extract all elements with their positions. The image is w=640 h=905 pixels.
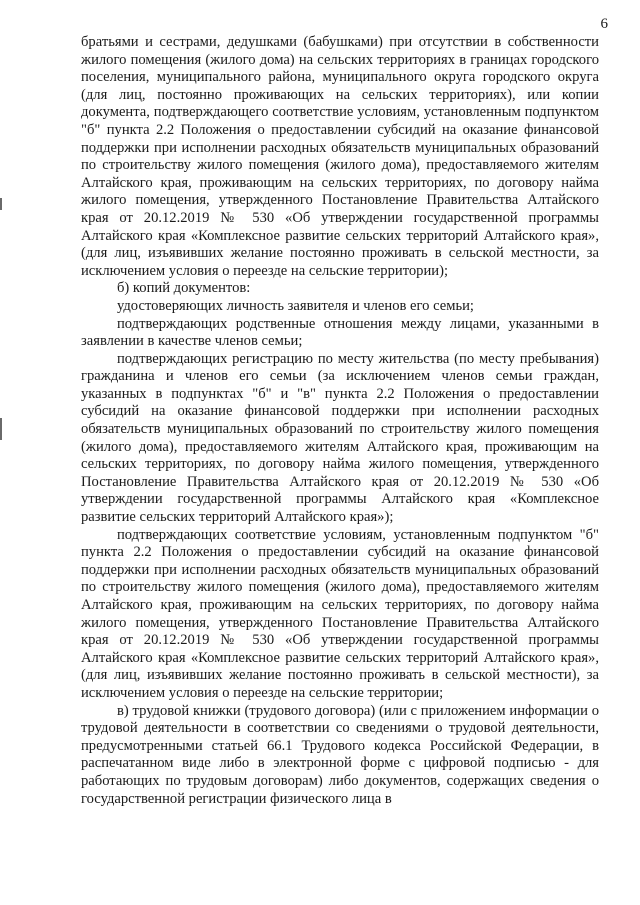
paragraph-conditions-docs: подтверждающих соответствие условиям, установленным подпунктом "б" пункта 2.2 Положения о предоставлении субсидий на оказание финансовой поддержки при исполнении расходных обязательств муниципальных образований по строительству жилого помещения (жилого дома), предоставляемого жителям Алтайского края, проживающим на сельских территориях, по договору найма жилого помещения, утвержденного Постановление Правительства Алтайского края от 20.12.2019 № 530 «Об утверждении государственной программы Алтайского края «Комплексное развитие сельских территорий Алтайского края», (для лиц, изъявивших желание постоянно проживать в сельской местности), за исключением условия о переезде на сельские территории; xyxy=(81,526,599,701)
scan-edge-mark xyxy=(0,198,2,210)
paragraph-kinship-docs: подтверждающих родственные отношения между лицами, указанными в заявлении в качестве членов семьи; xyxy=(81,315,599,350)
paragraph-identity-docs: удостоверяющих личность заявителя и членов его семьи; xyxy=(117,297,474,314)
paragraph-employment-record: в) трудовой книжки (трудового договора) (или с приложением информации о трудовой деятельности в соответствии со сведениями о трудовой деятельности, предусмотренными статьей 66.1 Трудового кодекса Российской Федерации, в распечатанном виде либо в электронной форме с цифровой подписью - для работающих по трудовым договорам) либо документов, содержащих сведения о государственной регистрации физического лица в xyxy=(81,702,599,807)
page-number: 6 xyxy=(600,16,608,32)
paragraph-registration-docs: подтверждающих регистрацию по месту жительства (по месту пребывания) гражданина и членов его семьи (за исключением членов семьи граждан, указанных в подпунктах "б" и "в" пункта 2.2 Положения о предоставлении субсидий на оказание финансовой поддержки при исполнении расходных обязательств муниципальных образований по строительству жилого помещения (жилого дома), предоставляемого жителям Алтайского края, проживающим на сельских территориях, по договору найма жилого помещения, утвержденного Постановление Правительства Алтайского края от 20.12.2019 № 530 «Об утверждении государственной программы Алтайского края «Комплексное развитие сельских территорий Алтайского края»); xyxy=(81,350,599,526)
paragraph-continuation: братьями и сестрами, дедушками (бабушками) при отсутствии в собственности жилого помещения (жилого дома) на сельских территориях в границах городского поселения, муниципального района, муниципального округа городского округа (для лиц, постоянно проживающих на сельских территориях), или копии документа, подтверждающего соответствие условиям, установленным подпунктом "б" пункта 2.2 Положения о предоставлении субсидий на оказание финансовой поддержки при исполнении расходных обязательств муниципальных образований по строительству жилого помещения (жилого дома), предоставляемого жителям Алтайского края, проживающим на сельских территориях, по договору найма жилого помещения, утвержденного Постановление Правительства Алтайского края от 20.12.2019 № 530 «Об утверждении государственной программы Алтайского края «Комплексное развитие сельских территорий Алтайского края», (для лиц, изъявивших желание постоянно проживать в сельской местности, за исключением условия о переезде на сельские территории); xyxy=(81,34,599,279)
paragraph-copies-heading: б) копий документов: xyxy=(117,280,251,297)
document-body xyxy=(81,34,599,808)
scan-edge-mark xyxy=(0,418,2,440)
